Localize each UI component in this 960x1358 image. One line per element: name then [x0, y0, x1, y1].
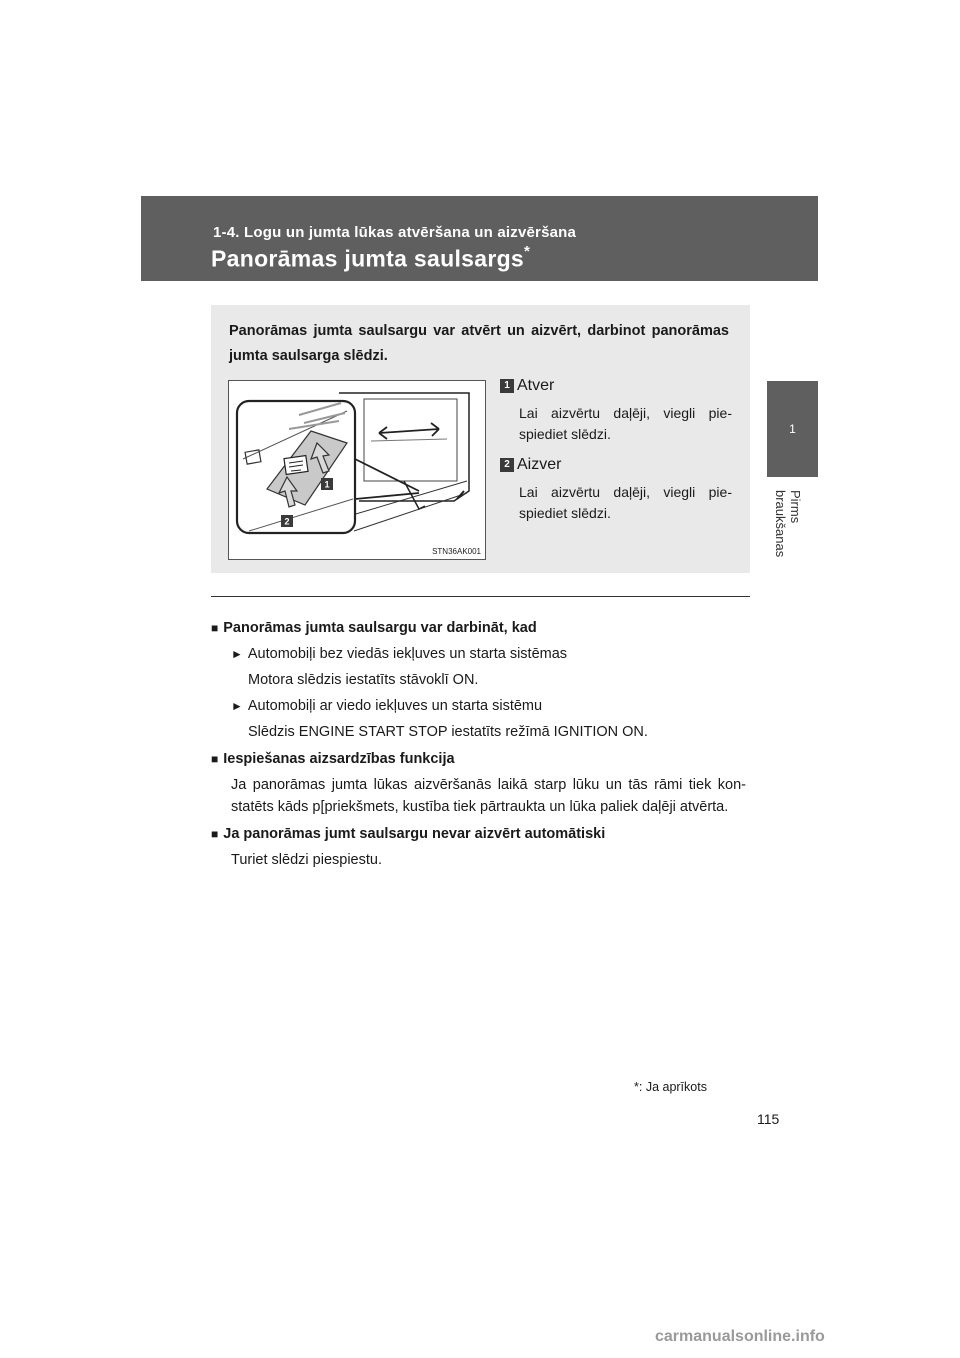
page-number: 115 [757, 1111, 780, 1127]
note-paragraph: Ja panorāmas jumta lūkas aizvēršanās laikā starp lūku un tās rāmi tiek konstatēts kāds p[priekšmets, kustība tiek pārtraukta un lūka paliek daļēji atvērta. [231, 777, 746, 815]
list-item-detail: Slēdzis ENGINE START STOP iestatīts režīmā IGNITION ON. [248, 724, 648, 740]
list-item-detail: Motora slēdzis iestatīts stāvoklī ON. [248, 672, 479, 688]
step-number-badge: 1 [500, 379, 514, 393]
list-item-text: Automobiļi bez viedās iekļuves un starta sistēmas [247, 646, 568, 662]
asterisk-mark: * [634, 1080, 639, 1094]
step-close [500, 456, 732, 524]
overview-panel [211, 305, 750, 573]
section-divider [211, 596, 750, 597]
page-title-text: Panorāmas jumta saulsargs [211, 245, 525, 272]
figure-code: STN36AK001 [432, 547, 481, 556]
step-description: Lai aizvērtu daļēji, viegli piespiediet slēdzi. [519, 484, 732, 522]
step-label: Aizver [517, 456, 562, 473]
callout-2: 2 [284, 516, 290, 527]
chapter-number: 1 [789, 422, 796, 436]
footnote-text: : Ja aprīkots [638, 1080, 707, 1094]
note-paragraph: Turiet slēdzi piespiestu. [231, 852, 382, 868]
intro-text: Panorāmas jumta saulsargu var atvērt un aizvērt, darbinot panorāmas jumta saulsarga slēdzi. [229, 323, 729, 364]
filled-square-icon: ■ [211, 827, 219, 841]
asterisk-mark: * [524, 243, 531, 260]
footnote [634, 1080, 707, 1094]
notes-section [211, 612, 746, 871]
switch-illustration [228, 380, 486, 560]
note-heading-text: Panorāmas jumta saulsargu var darbināt, kad [223, 620, 537, 636]
page-title [211, 245, 530, 273]
section-title: 1-4. Logu un jumta lūkas atvēršana un aizvēršana [213, 224, 577, 241]
chapter-tab [767, 381, 818, 477]
note-heading-text: Ja panorāmas jumt saulsargu nevar aizvērt automātiski [223, 826, 606, 842]
list-item [231, 695, 746, 717]
note-heading-jam-protection [211, 748, 746, 770]
chapter-header [141, 196, 818, 281]
note-heading-operation [211, 617, 746, 639]
note-heading-manual-close [211, 823, 746, 845]
filled-square-icon: ■ [211, 621, 219, 635]
note-heading-text: Iespiešanas aizsardzības funkcija [223, 751, 455, 767]
right-triangle-icon: ► [231, 647, 243, 661]
filled-square-icon: ■ [211, 752, 219, 766]
step-label: Atver [517, 377, 555, 394]
chapter-label: Pirms braukšanas [773, 490, 803, 558]
callout-1: 1 [324, 479, 330, 490]
watermark: carmanualsonline.info [655, 1328, 825, 1345]
step-description: Lai aizvērtu daļēji, viegli piespiediet slēdzi. [519, 405, 732, 443]
step-open [500, 377, 732, 445]
step-number-badge: 2 [500, 458, 514, 472]
list-item-text: Automobiļi ar viedo iekļuves un starta sistēmu [247, 698, 543, 714]
illustration-drawing [229, 381, 485, 559]
list-item [231, 643, 746, 665]
right-triangle-icon: ► [231, 699, 243, 713]
